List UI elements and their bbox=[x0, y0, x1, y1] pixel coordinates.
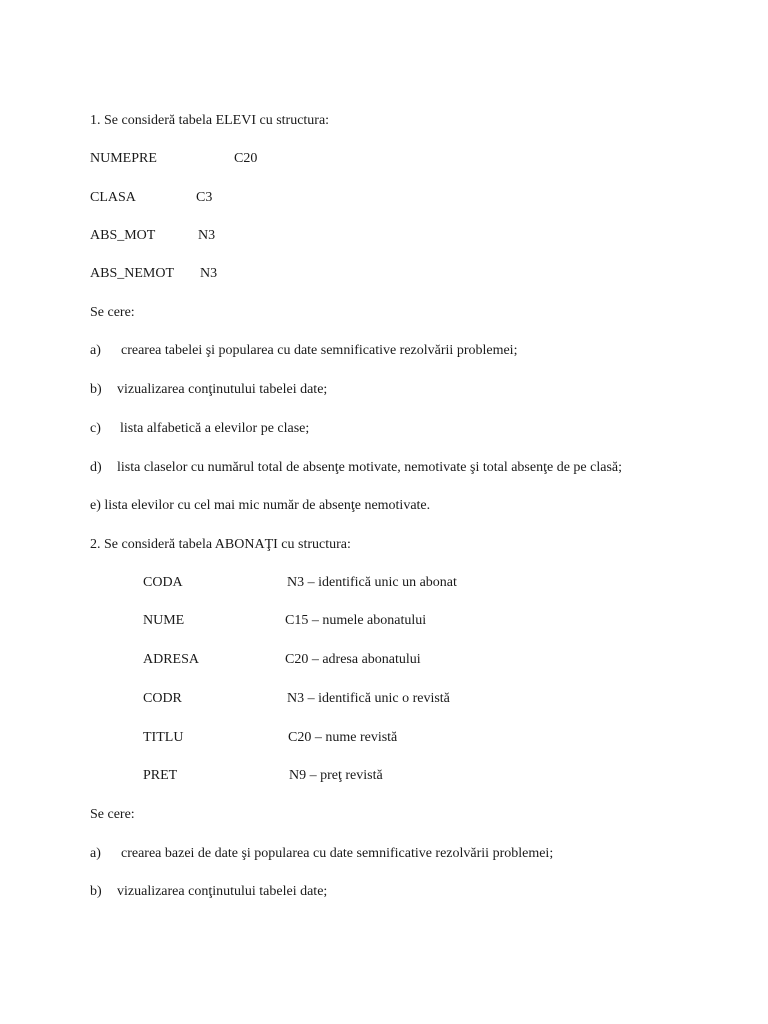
field-type: N3 bbox=[200, 266, 218, 281]
field-name: PRET bbox=[143, 768, 178, 783]
field-name: CLASA bbox=[90, 190, 136, 205]
exercise-2-heading: 2. Se consideră tabela ABONAŢI cu structura: bbox=[90, 537, 351, 552]
field-name: ABS_MOT bbox=[90, 228, 156, 243]
field-type: C20 bbox=[234, 151, 258, 166]
list-item bbox=[90, 497, 430, 515]
field-name: ABS_NEMOT bbox=[90, 266, 175, 281]
requirements-label: Se cere: bbox=[90, 305, 135, 320]
list-text: lista alfabetică a elevilor pe clase; bbox=[120, 421, 310, 436]
field-description: C20 – adresa abonatului bbox=[285, 652, 421, 667]
list-marker: b) bbox=[90, 884, 102, 899]
list-marker: a) bbox=[90, 846, 101, 861]
field-description: N3 – identifică unic o revistă bbox=[287, 691, 450, 706]
list-marker: b) bbox=[90, 382, 102, 397]
exercise-1-heading: 1. Se consideră tabela ELEVI cu structura: bbox=[90, 113, 330, 128]
list-text: crearea tabelei şi popularea cu date semnificative rezolvării problemei; bbox=[121, 343, 518, 358]
field-name: CODA bbox=[143, 575, 183, 590]
field-description: C15 – numele abonatului bbox=[285, 613, 427, 628]
list-text: e) lista elevilor cu cel mai mic număr de absenţe nemotivate. bbox=[90, 498, 431, 513]
requirements-label: Se cere: bbox=[90, 807, 135, 822]
field-type: N3 bbox=[198, 228, 216, 243]
field-description: C20 – nume revistă bbox=[288, 730, 398, 745]
list-text: lista claselor cu numărul total de absenţe motivate, nemotivate şi total absenţe de pe clasă; bbox=[117, 460, 622, 475]
field-name: NUMEPRE bbox=[90, 151, 157, 166]
list-marker: a) bbox=[90, 343, 101, 358]
field-description: N3 – identifică unic un abonat bbox=[287, 575, 457, 590]
list-text: vizualizarea conţinutului tabelei date; bbox=[117, 884, 328, 899]
field-type: C3 bbox=[196, 190, 213, 205]
list-text: crearea bazei de date şi popularea cu date semnificative rezolvării problemei; bbox=[121, 846, 554, 861]
list-marker: c) bbox=[90, 421, 101, 436]
list-text: vizualizarea conţinutului tabelei date; bbox=[117, 382, 328, 397]
field-name: ADRESA bbox=[143, 652, 200, 667]
field-name: NUME bbox=[143, 613, 185, 628]
field-name: TITLU bbox=[143, 730, 184, 745]
list-marker: d) bbox=[90, 460, 102, 475]
field-description: N9 – preţ revistă bbox=[289, 768, 383, 783]
field-name: CODR bbox=[143, 691, 182, 706]
